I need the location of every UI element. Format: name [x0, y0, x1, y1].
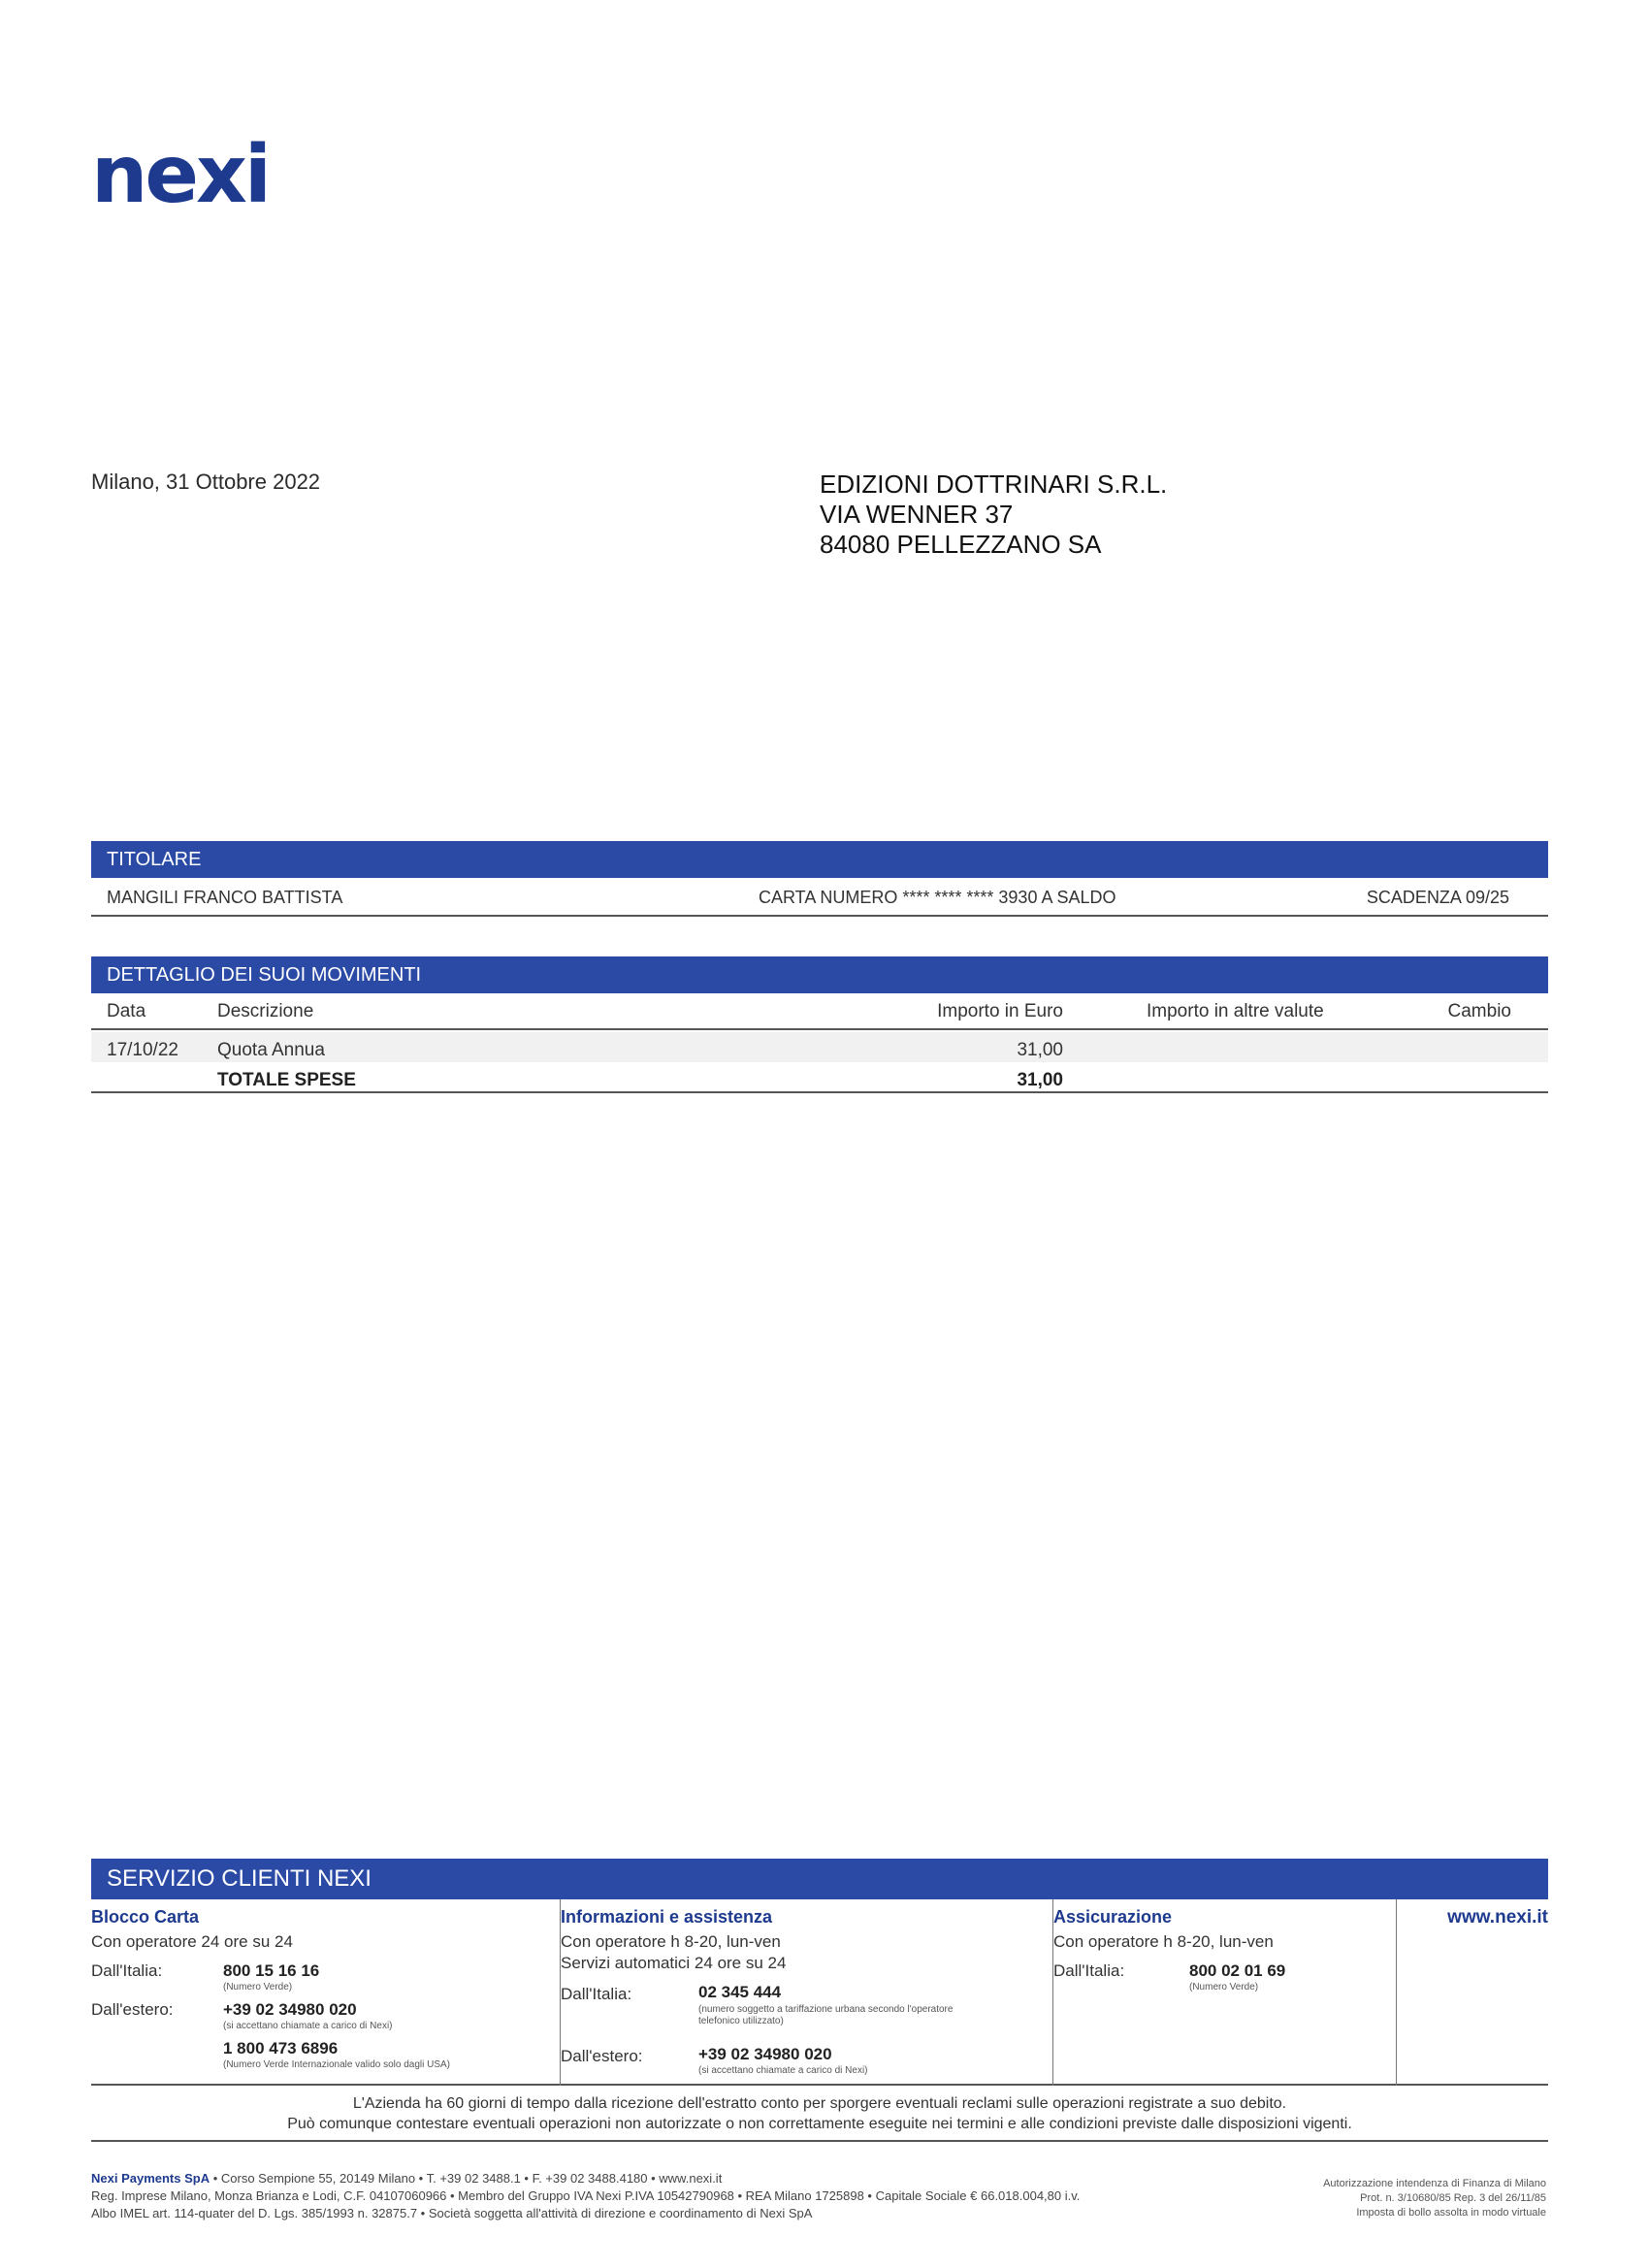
footer-line-3: Albo IMEL art. 114-quater del D. Lgs. 385/1993 n. 32875.7 • Società soggetta all'attività di direzione e coordinamento di Nexi SpA: [91, 2206, 813, 2220]
blocco-abroad-note: (si accettano chiamate a carico di Nexi): [223, 2021, 393, 2031]
service-header: SERVIZIO CLIENTI NEXI: [91, 1859, 1548, 1899]
blocco-usa-note: (Numero Verde Internazionale valido solo dagli USA): [223, 2059, 451, 2070]
notice-line: L'Azienda ha 60 giorni di tempo dalla ricezione dell'estratto conto per sporgere eventuali reclami sulle operazioni registrate a suo debito.: [352, 2095, 1287, 2112]
row-date: 17/10/22: [107, 1040, 178, 1060]
company-name: Nexi Payments SpA: [91, 2171, 210, 2186]
authorization-line: Imposta di bollo assolta in modo virtuale: [1356, 2207, 1546, 2219]
table-row: [91, 1032, 1548, 1062]
footer-line-1: [91, 2170, 1080, 2187]
blocco-hours: Con operatore 24 ore su 24: [91, 1932, 293, 1951]
assic-hours: Con operatore h 8-20, lun-ven: [1053, 1932, 1274, 1951]
info-italy-label: Dall'Italia:: [561, 1985, 632, 2003]
row-amount: 31,00: [1017, 1040, 1063, 1060]
info-abroad-note: (si accettano chiamate a carico di Nexi): [698, 2065, 868, 2076]
titolare-row: [91, 878, 1548, 917]
recipient-line: EDIZIONI DOTTRINARI S.R.L.: [820, 470, 1168, 499]
info-italy-number[interactable]: 02 345 444: [698, 1983, 782, 2001]
complaint-notice: [91, 2093, 1548, 2134]
blocco-carta-column: [91, 1899, 561, 2086]
place-date: Milano, 31 Ottobre 2022: [91, 470, 321, 494]
company-footer: [91, 2170, 1080, 2222]
info-hours: Con operatore h 8-20, lun-ven: [561, 1932, 781, 1951]
notice-line: Può comunque contestare eventuali operazioni non autorizzate o non correttamente eseguite nei termini e alle condizioni previste dalle disposizioni vigenti.: [287, 2116, 1352, 2132]
info-auto: Servizi automatici 24 ore su 24: [561, 1954, 787, 1972]
info-column: [561, 1899, 1053, 2086]
blocco-usa-number[interactable]: 1 800 473 6896: [223, 2039, 339, 2057]
total-amount: 31,00: [1017, 1070, 1063, 1090]
service-contacts: [91, 1899, 1548, 2086]
assic-title: Assicurazione: [1053, 1907, 1173, 1927]
column-header-exchange: Cambio: [1447, 1001, 1511, 1021]
cardholder-name: MANGILI FRANCO BATTISTA: [107, 888, 343, 907]
info-italy-note-2: telefonico utilizzato): [698, 2016, 784, 2026]
column-header-description: Descrizione: [217, 1001, 314, 1021]
blocco-italy-number[interactable]: 800 15 16 16: [223, 1961, 320, 1980]
tax-authorization: [1323, 2177, 1546, 2220]
total-row: [91, 1062, 1548, 1093]
blocco-abroad-number[interactable]: +39 02 34980 020: [223, 2000, 357, 2019]
recipient-address: [820, 470, 1167, 560]
blocco-abroad-label: Dall'estero:: [91, 2000, 174, 2019]
authorization-line: Autorizzazione intendenza di Finanza di Milano: [1323, 2178, 1546, 2189]
blocco-title: Blocco Carta: [91, 1907, 200, 1927]
column-header-amount-other: Importo in altre valute: [1147, 1001, 1324, 1021]
assic-italy-label: Dall'Italia:: [1053, 1961, 1125, 1980]
company-address: • Corso Sempione 55, 20149 Milano • T. +39 02 3488.1 • F. +39 02 3488.4180 • www.nexi.it: [210, 2171, 723, 2186]
divider: [91, 2140, 1548, 2142]
blocco-italy-label: Dall'Italia:: [91, 1961, 163, 1980]
card-expiry: SCADENZA 09/25: [1366, 888, 1509, 907]
recipient-line: 84080 PELLEZZANO SA: [820, 530, 1102, 559]
info-abroad-label: Dall'estero:: [561, 2047, 643, 2065]
titolare-header: TITOLARE: [91, 841, 1548, 878]
website-link[interactable]: www.nexi.it: [1447, 1907, 1548, 1928]
total-label: TOTALE SPESE: [217, 1070, 356, 1090]
info-title: [561, 1907, 772, 1928]
assicurazione-column: [1053, 1899, 1397, 2086]
assic-italy-note: (Numero Verde): [1189, 1982, 1259, 1993]
info-title-text: Informazioni e assistenza: [561, 1907, 773, 1927]
footer-line-2: Reg. Imprese Milano, Monza Brianza e Lodi, C.F. 04107060966 • Membro del Gruppo IVA Nexi P.IVA 10542790968 • REA Milano 1725898 • Capitale Sociale € 66.018.004,80 i.v.: [91, 2188, 1081, 2203]
website-column: [1397, 1899, 1548, 2086]
details-header: DETTAGLIO DEI SUOI MOVIMENTI: [91, 956, 1548, 993]
nexi-logo: nexi: [91, 129, 269, 221]
info-abroad-number[interactable]: +39 02 34980 020: [698, 2045, 832, 2063]
authorization-line: Prot. n. 3/10680/85 Rep. 3 del 26/11/85: [1360, 2192, 1546, 2204]
column-header-amount-eur: Importo in Euro: [937, 1001, 1063, 1021]
info-italy-note-1: (numero soggetto a tariffazione urbana secondo l'operatore: [698, 2004, 954, 2015]
blocco-italy-note: (Numero Verde): [223, 1982, 293, 1993]
column-header-date: Data: [107, 1001, 146, 1021]
row-description: Quota Annua: [217, 1040, 325, 1060]
recipient-line: VIA WENNER 37: [820, 500, 1014, 529]
card-number: CARTA NUMERO **** **** **** 3930 A SALDO: [759, 888, 1116, 907]
assic-italy-number[interactable]: 800 02 01 69: [1189, 1961, 1286, 1980]
details-column-headers: [91, 993, 1548, 1030]
